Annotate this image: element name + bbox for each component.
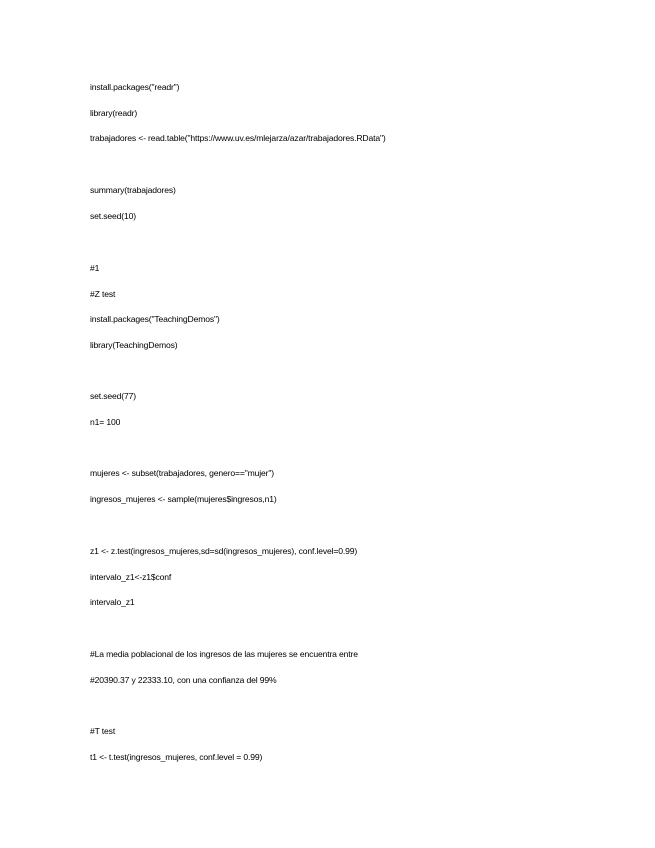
code-line-sample-ingresos: ingresos_mujeres <- sample(mujeres$ingresos,n1) (90, 494, 277, 504)
code-line-z-test: z1 <- z.test(ingresos_mujeres,sd=sd(ingresos_mujeres), conf.level=0.99) (90, 546, 358, 556)
code-comment-z-test: #Z test (90, 289, 116, 299)
code-comment-t-test: #T test (90, 726, 116, 736)
code-comment-1: #1 (90, 263, 100, 273)
code-line-set-seed-77: set.seed(77) (90, 391, 136, 401)
code-line-t-test: t1 <- t.test(ingresos_mujeres, conf.level = 0.99) (90, 752, 263, 762)
code-line-subset-mujeres: mujeres <- subset(trabajadores, genero=="mujer") (90, 468, 274, 478)
code-line-intervalo-assign: intervalo_z1<-z1$conf (90, 572, 172, 582)
code-line-set-seed-10: set.seed(10) (90, 211, 136, 221)
code-line-install-readr: install.packages("readr") (90, 82, 180, 92)
code-line-library-teachingdemos: library(TeachingDemos) (90, 340, 178, 350)
code-line-summary: summary(trabajadores) (90, 185, 176, 195)
code-comment-intervalo-valores: #20390.37 y 22333.10, con una confianza del 99% (90, 675, 277, 685)
code-line-intervalo-print: intervalo_z1 (90, 597, 135, 607)
code-line-install-teachingdemos: install.packages("TeachingDemos") (90, 314, 220, 324)
code-comment-media-poblacional: #La media poblacional de los ingresos de las mujeres se encuentra entre (90, 649, 358, 659)
code-line-read-table: trabajadores <- read.table("https://www.uv.es/mlejarza/azar/trabajadores.RData") (90, 133, 386, 143)
code-line-library-readr: library(readr) (90, 108, 138, 118)
code-line-n1: n1= 100 (90, 417, 121, 427)
